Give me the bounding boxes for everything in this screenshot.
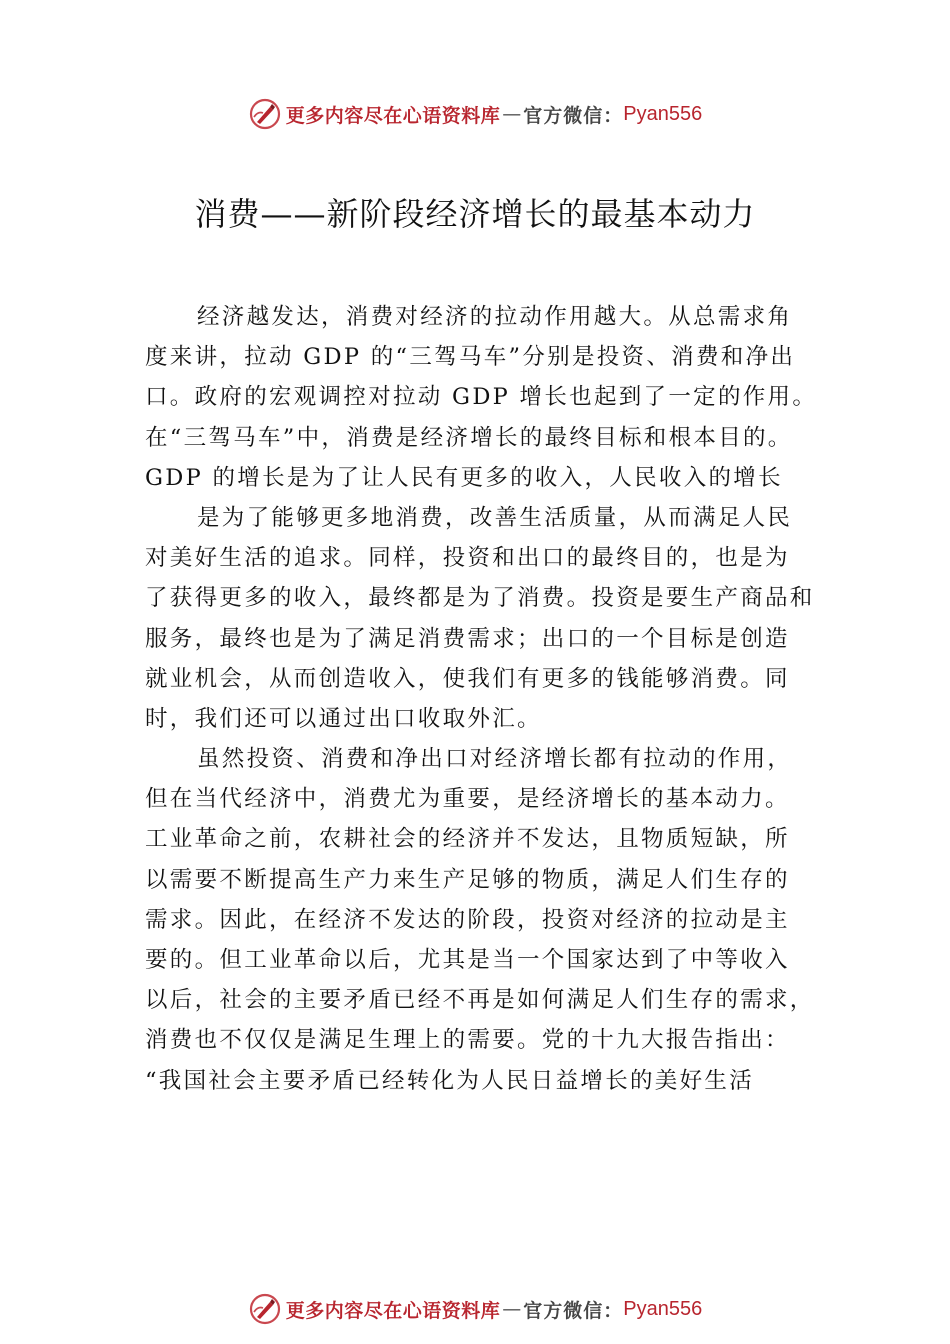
text-line: 经济越发达，消费对经济的拉动作用越大。从总需求角 xyxy=(197,304,793,330)
text-line: 在“三驾马车”中，消费是经济增长的最终目标和根本目的。 xyxy=(145,424,793,451)
text-line: “我国社会主要矛盾已经转化为人民日益增长的美好生活 xyxy=(145,1067,755,1094)
text-line: 工业革命之前，农耕社会的经济并不发达，且物质短缺，所 xyxy=(145,826,790,853)
text-line: 度来讲，拉动 GDP 的“三驾马车”分别是投资、消费和净出 xyxy=(145,344,796,371)
watermark-wechat-label: 官方微信： xyxy=(523,104,624,127)
text-line: 以后，社会的主要矛盾已经不再是如何满足人们生存的需求， xyxy=(145,987,815,1014)
watermark-text: 更多内容尽在心语资料库 xyxy=(285,1299,501,1322)
document-body xyxy=(145,297,818,1101)
text-line: GDP 的增长是为了让人民有更多的收入，人民收入的增长 xyxy=(145,464,783,491)
text-line: 了获得更多的收入，最终都是为了消费。投资是要生产商品和 xyxy=(145,585,815,612)
text-line: 需求。因此，在经济不发达的阶段，投资对经济的拉动是主 xyxy=(145,906,790,933)
text-line: 服务，最终也是为了满足消费需求；出口的一个目标是创造 xyxy=(145,625,790,652)
watermark-wechat-id: Pyan556 xyxy=(623,102,703,125)
text-line: 消费也不仅仅是满足生理上的需要。党的十九大报告指出： xyxy=(145,1027,790,1054)
text-line: 就业机会，从而创造收入，使我们有更多的钱能够消费。同 xyxy=(145,665,790,692)
watermark-text: 更多内容尽在心语资料库 xyxy=(285,104,501,127)
text-line: 对美好生活的追求。同样，投资和出口的最终目的，也是为 xyxy=(145,545,790,572)
text-line: 但在当代经济中，消费尤为重要，是经济增长的基本动力。 xyxy=(145,786,790,813)
document-title: 消费——新阶段经济增长的最基本动力 xyxy=(194,195,756,233)
text-line: 虽然投资、消费和净出口对经济增长都有拉动的作用， xyxy=(197,746,793,773)
text-line: 要的。但工业革命以后，尤其是当一个国家达到了中等收入 xyxy=(145,947,790,973)
text-line: 时，我们还可以通过出口收取外汇。 xyxy=(145,705,542,732)
watermark-separator: — xyxy=(502,1298,522,1320)
pen-logo-icon xyxy=(248,97,282,131)
watermark-wechat-label: 官方微信： xyxy=(523,1299,624,1322)
pen-logo-icon xyxy=(248,1292,282,1326)
text-line: 是为了能够更多地消费，改善生活质量，从而满足人民 xyxy=(197,504,793,531)
watermark-separator: — xyxy=(502,103,522,125)
text-line: 口。政府的宏观调控对拉动 GDP 增长也起到了一定的作用。 xyxy=(145,384,818,411)
header-watermark xyxy=(0,94,950,134)
footer-watermark xyxy=(0,1289,950,1329)
watermark-wechat-id: Pyan556 xyxy=(623,1297,703,1320)
text-line: 以需要不断提高生产力来生产足够的物质，满足人们生存的 xyxy=(145,866,790,893)
